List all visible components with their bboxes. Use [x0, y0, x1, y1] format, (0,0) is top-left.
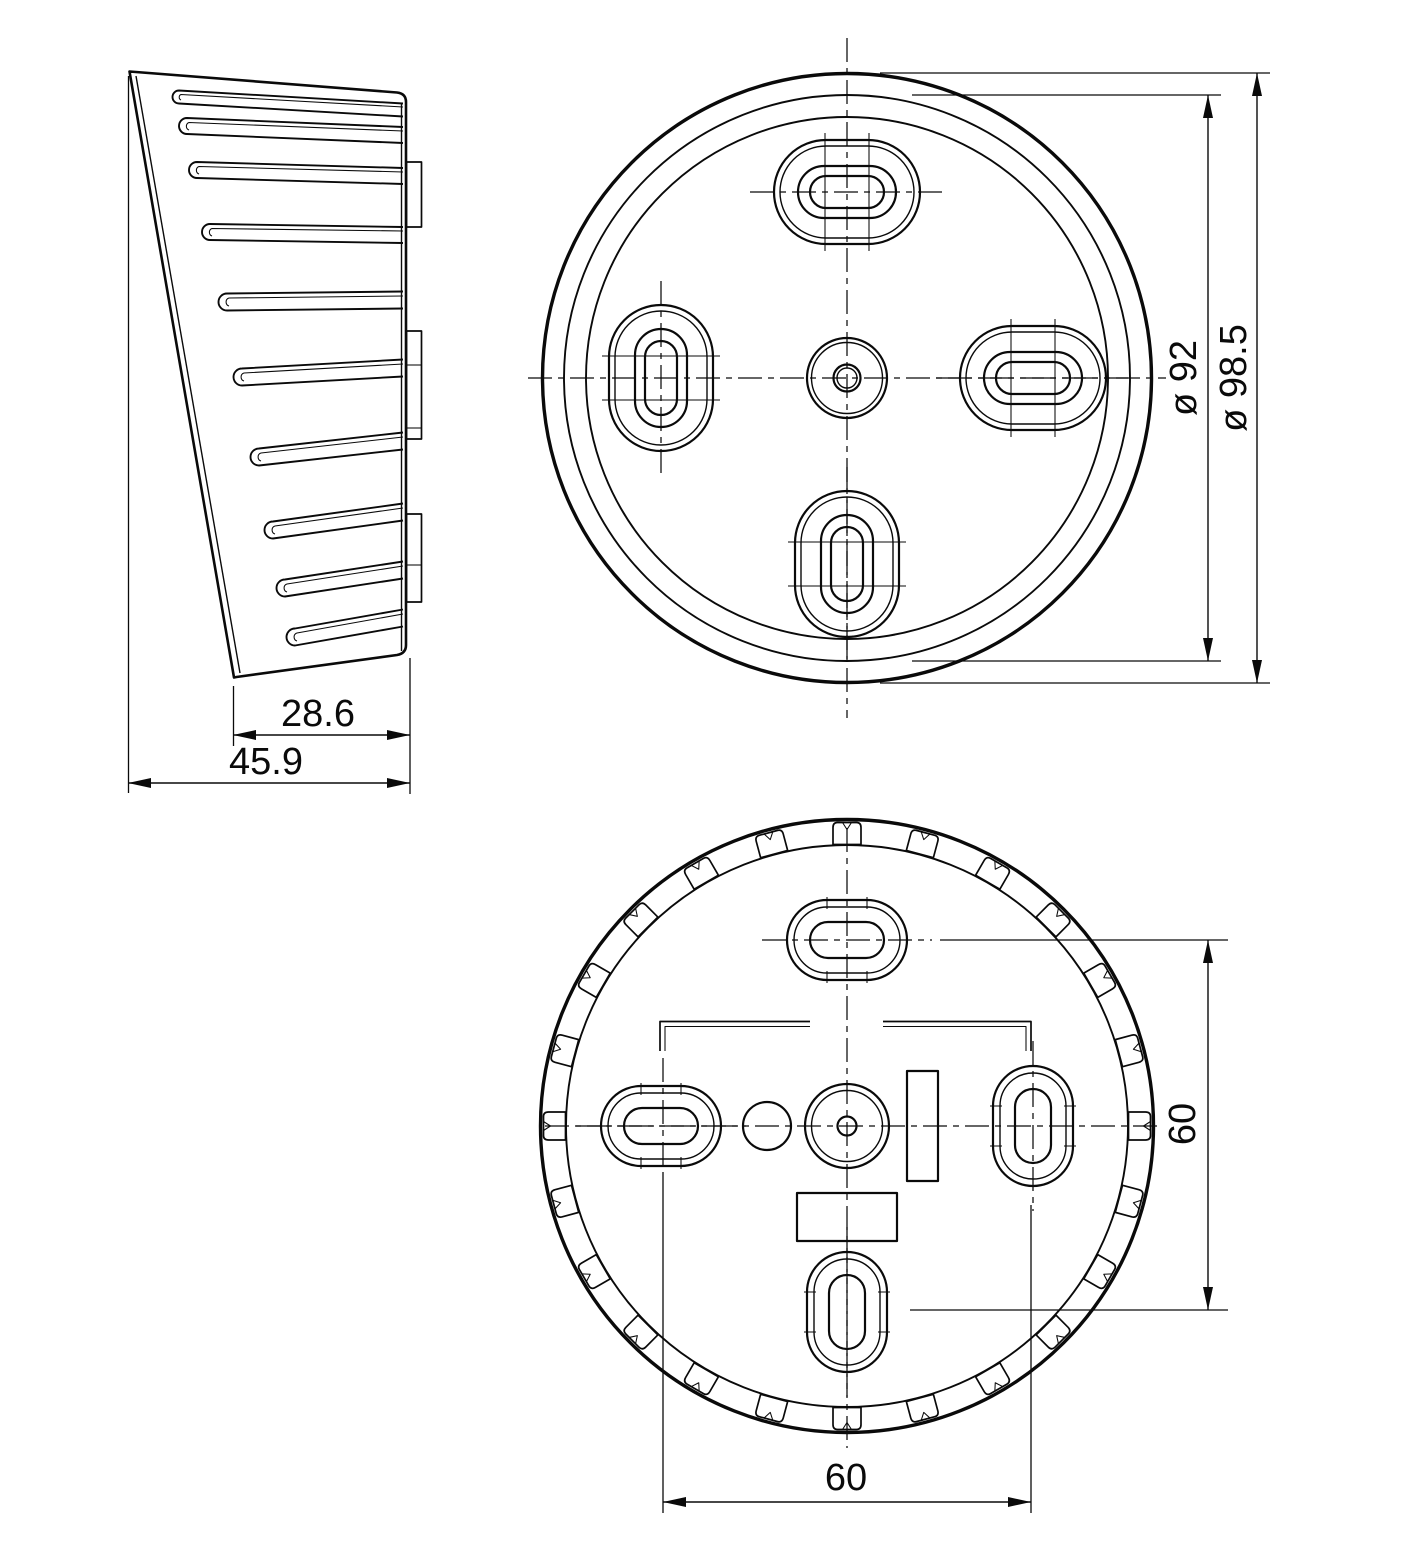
- dimension-label-dia-inner: ø 92: [1163, 339, 1205, 417]
- dimension-label-spacing-vertical: 60: [1162, 1102, 1204, 1146]
- dimension-label-spacing-horizontal: 60: [824, 1457, 868, 1499]
- retaining-bracket-right: [883, 1022, 1031, 1052]
- side-body-inner-edge: [136, 76, 240, 673]
- back-view-dimensions: [663, 940, 1228, 1513]
- side-body-outline: [130, 72, 407, 678]
- front-slot-top: [750, 133, 944, 251]
- side-view-dimensions: [128, 658, 410, 794]
- dimension-label-total-depth: 45.9: [229, 741, 303, 783]
- side-view: [128, 72, 422, 795]
- side-edge-clips: [407, 162, 422, 602]
- dimension-label-body-depth: 28.6: [281, 693, 355, 735]
- back-slot-bottom: [804, 1227, 890, 1397]
- cooling-fins: [173, 91, 404, 646]
- dimension-label-dia-outer: ø 98.5: [1213, 324, 1255, 432]
- back-slot-left: [576, 1083, 746, 1169]
- back-view: [541, 820, 1229, 1514]
- retaining-bracket-left: [660, 1022, 810, 1052]
- front-view: [528, 38, 1270, 718]
